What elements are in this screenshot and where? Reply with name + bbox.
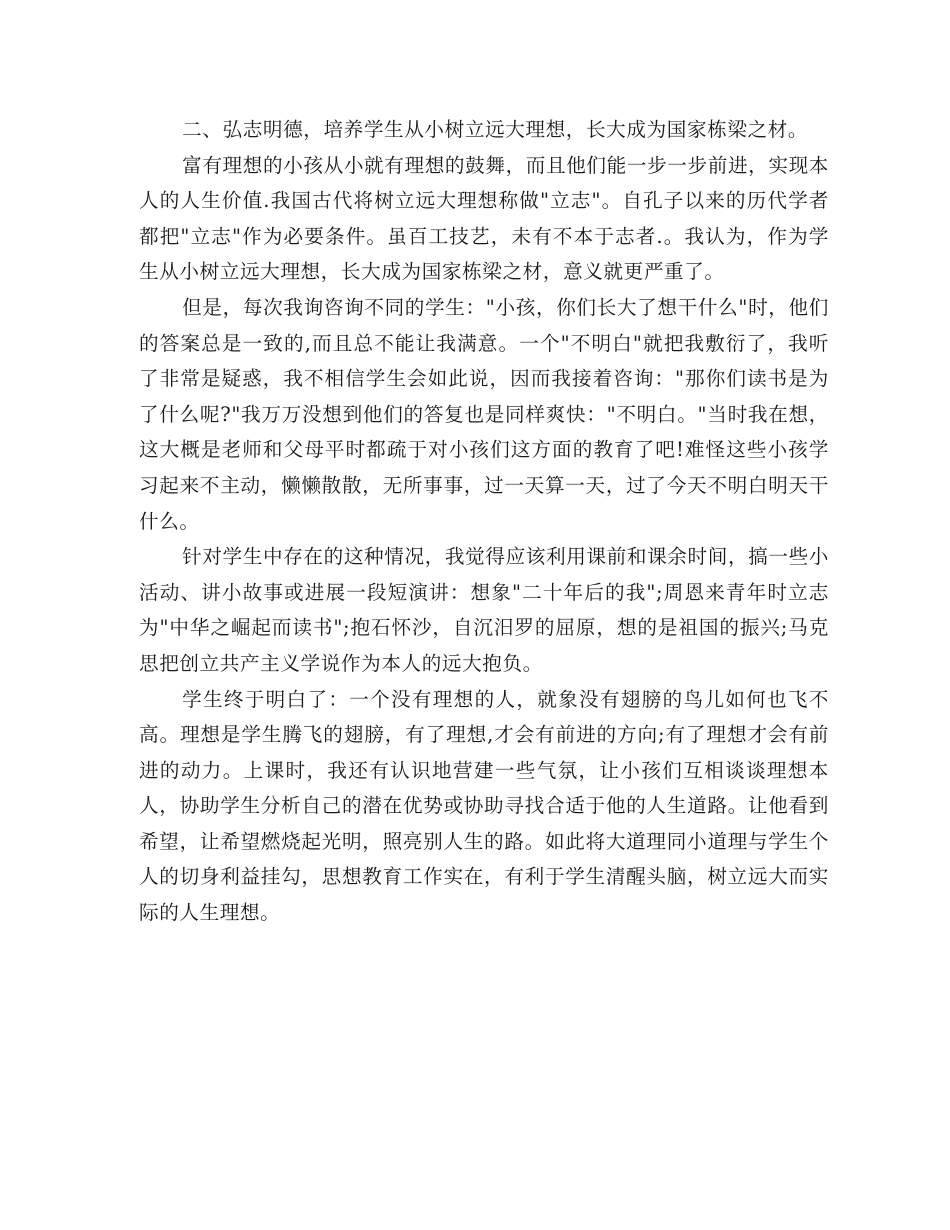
body-paragraph: 富有理想的小孩从小就有理想的鼓舞，而且他们能一步一步前进，实现本人的人生价值.我国古代将树立远大理想称做"立志"。自孔子以来的历代学者都把"立志"作为必要条件。虽百工技艺，未有不本于志者.。我认为，作为学生从小树立远大理想，长大成为国家栋梁之材，意义就更严重了。	[139, 153, 829, 284]
body-paragraph: 针对学生中存在的这种情况，我觉得应该利用课前和课余时间，搞一些小活动、讲小故事或进展一段短演讲：想象"二十年后的我";周恩来青年时立志为"中华之崛起而读书";抱石怀沙，自沉汨罗的屈原，想的是祖国的振兴;马克思把创立共产主义学说作为本人的远大抱负。	[139, 545, 829, 675]
body-paragraph: 但是，每次我询咨询不同的学生："小孩，你们长大了想干什么"时，他们的答案总是一致的,而且总不能让我满意。一个"不明白"就把我敷衍了，我听了非常是疑惑，我不相信学生会如此说，因而我接着咨询："那你们读书是为了什么呢?"我万万没想到他们的答复也是同样爽快："不明白。"当时我在想，这大概是老师和父母平时都疏于对小孩们这方面的教育了吧!难怪这些小孩学习起来不主动，懒懒散散，无所事事，过一天算一天，过了今天不明白明天干什么。	[139, 295, 829, 533]
document-body	[139, 112, 829, 931]
body-paragraph: 学生终于明白了：一个没有理想的人，就象没有翅膀的鸟儿如何也飞不高。理想是学生腾飞的翅膀，有了理想,才会有前进的方向;有了理想才会有前进的动力。上课时，我还有认识地营建一些气氛，让小孩们互相谈谈理想本人，协助学生分析自己的潜在优势或协助寻找合适于他的人生道路。让他看到希望，让希望燃烧起光明，照亮别人生的路。如此将大道理同小道理与学生个人的切身利益挂勾，思想教育工作实在，有利于学生清醒头脑，树立远大而实际的人生理想。	[139, 687, 829, 925]
heading-paragraph: 二、弘志明德，培养学生从小树立远大理想，长大成为国家栋梁之材。	[182, 118, 809, 141]
